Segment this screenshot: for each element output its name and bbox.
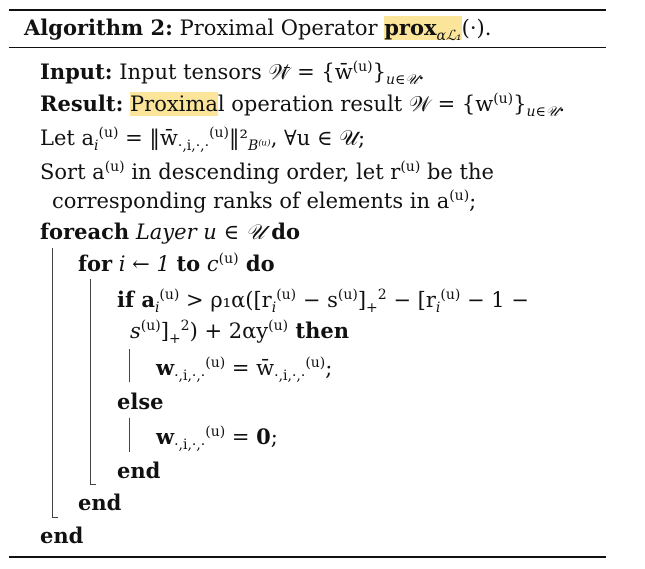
caption-rule — [9, 47, 606, 48]
end-if-line: end — [117, 458, 161, 483]
result-line: Result: Proximal operation result 𝒲 = $\{w^{(u)}\}_{u\in 𝒰}$. — [40, 91, 566, 121]
for-line: for i ← 1 to $c^{(u)}$ do — [78, 251, 275, 276]
assign-line-2: $w_{\cdot,i,\cdot,\cdot}^{(u)} = 0$; — [156, 424, 278, 454]
bottom-rule — [9, 556, 606, 558]
if-line-2: $s^{(u)}]_+^2) + 2\alpha y^{(u)}$ then — [130, 318, 350, 348]
else-line: else — [117, 389, 164, 414]
input-line: Input: Input tensors 𝒲̄ = $\{w̄^{(u)}\}_{u\in 𝒰}$. — [40, 59, 425, 89]
caption-operator: prox$_{\alpha ℒ_1}$ — [384, 15, 462, 45]
caption-label: Algorithm 2: — [24, 15, 173, 40]
caption-title: Proximal Operator — [179, 16, 378, 40]
sort-line-2: corresponding ranks of elements in $a^{(u)}$; — [52, 188, 477, 213]
top-rule — [9, 9, 606, 11]
end-foreach-line: end — [40, 523, 84, 548]
for-block-tick — [90, 484, 96, 485]
algorithm-caption — [24, 15, 492, 45]
end-for-line: end — [78, 490, 122, 515]
sort-line-1: Sort $a^{(u)}$ in descending order, let $r^{(u)}$ be the — [40, 159, 494, 184]
if-line-1: if $a_i^{(u)} > \rho_1\alpha([r_i^{(u)} - s^{(u)}]_+^2 - [r_i^{(u)} - 1$ − — [117, 287, 529, 317]
assign-line-1: $w_{\cdot,i,\cdot,\cdot}^{(u)}$ = $w̄_{\cdot,i,\cdot,\cdot}^{(u)}$; — [156, 355, 333, 385]
let-line: Let $a_i^{(u)}$ = $‖w̄_{\cdot,i,\cdot,\cdot}^{(u)}‖^2_{B^(ᵘ^)}$, ∀u ∈ 𝒰; — [40, 125, 366, 155]
then-block-bar — [129, 349, 130, 382]
else-block-bar — [129, 418, 130, 452]
foreach-block-tick — [52, 517, 58, 518]
foreach-block-bar — [52, 248, 53, 518]
caption-arg: (·). — [461, 16, 492, 40]
highlight-proxima: Proxima — [130, 92, 218, 116]
for-block-bar — [90, 279, 91, 485]
foreach-line: foreach Layer u ∈ 𝒰 do — [40, 219, 300, 244]
